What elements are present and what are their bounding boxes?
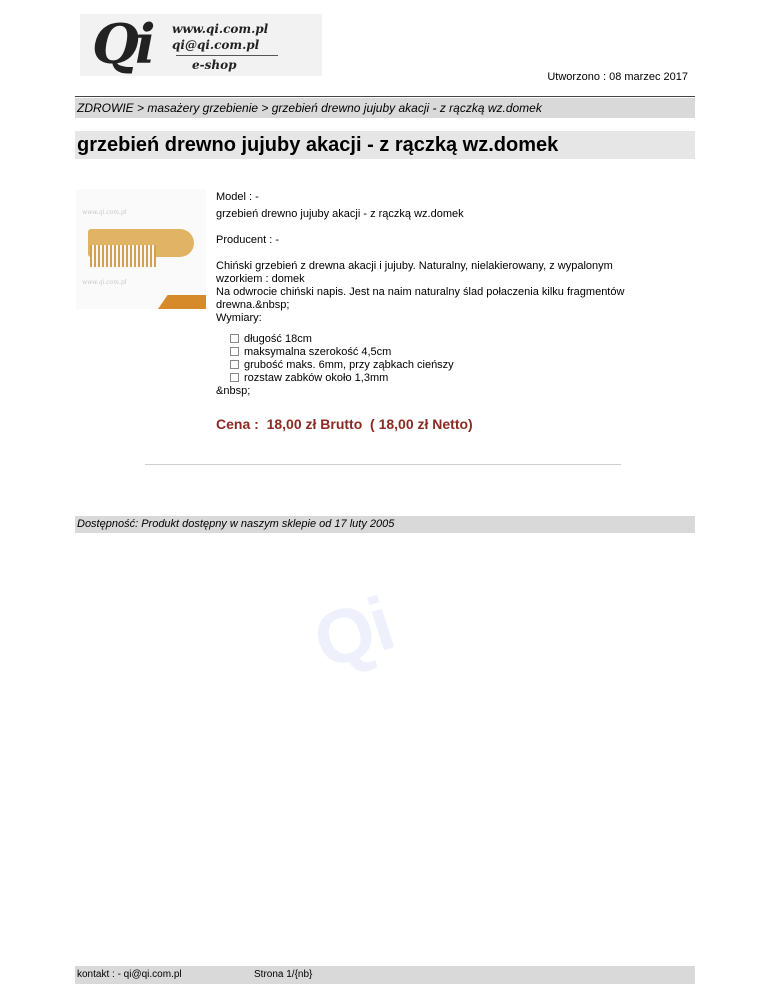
bullet-box-icon — [230, 360, 239, 369]
page-watermark: Qi — [303, 581, 403, 686]
availability-bar: Dostępność: Produkt dostępny w naszym sklepie od 17 luty 2005 — [75, 516, 695, 533]
price: Cena : 18,00 zł Brutto ( 18,00 zł Netto) — [216, 416, 473, 432]
image-corner-badge — [158, 295, 206, 309]
created-date: Utworzono : 08 marzec 2017 — [547, 71, 688, 83]
product-details — [216, 191, 656, 398]
page-title: grzebień drewno jujuby akacji - z rączką wz.domek — [75, 131, 695, 159]
image-watermark-top: www.qi.com.pl — [82, 209, 127, 216]
breadcrumb: ZDROWIE > masażery grzebienie > grzebień drewno jujuby akacji - z rączką wz.domek — [75, 98, 695, 118]
image-watermark-bottom: www.qi.com.pl — [82, 279, 127, 286]
description-line: Na odwrocie chiński napis. Jest na naim naturalny ślad połaczenia kilku fragmentów — [216, 286, 625, 298]
description-line: Wymiary: — [216, 312, 262, 324]
description-line: Chiński grzebień z drewna akacji i jujuby. Naturalny, nielakierowany, z wypalonym — [216, 260, 613, 272]
logo-eshop: e-shop — [192, 58, 237, 72]
model-label: Model : - — [216, 191, 259, 203]
comb-teeth — [90, 245, 156, 267]
dimensions-list — [216, 333, 656, 385]
list-item: grubość maks. 6mm, przy ząbkach cieńszy — [230, 359, 656, 372]
product-image — [76, 189, 206, 309]
shop-logo — [80, 14, 322, 76]
logo-email: qi@qi.com.pl — [172, 38, 260, 52]
producer-label: Producent : - — [216, 234, 279, 246]
bullet-box-icon — [230, 373, 239, 382]
list-item: maksymalna szerokość 4,5cm — [230, 346, 656, 359]
nbsp-text: &nbsp; — [216, 385, 251, 397]
footer-contact: kontakt : - qi@qi.com.pl — [77, 969, 182, 980]
model-name: grzebień drewno jujuby akacji - z rączką wz.domek — [216, 208, 464, 220]
list-item: długość 18cm — [230, 333, 656, 346]
footer — [75, 966, 695, 984]
description-line: drewna.&nbsp; — [216, 299, 290, 311]
logo-website: www.qi.com.pl — [172, 22, 269, 36]
logo-divider — [176, 55, 278, 56]
header-divider — [75, 96, 695, 97]
page-number: Strona 1/{nb} — [254, 969, 313, 980]
bullet-box-icon — [230, 347, 239, 356]
list-item: rozstaw zabków około 1,3mm — [230, 372, 656, 385]
description-line: wzorkiem : domek — [216, 273, 305, 285]
content-divider — [145, 464, 621, 465]
bullet-box-icon — [230, 334, 239, 343]
logo-mark: Qi — [92, 12, 152, 76]
